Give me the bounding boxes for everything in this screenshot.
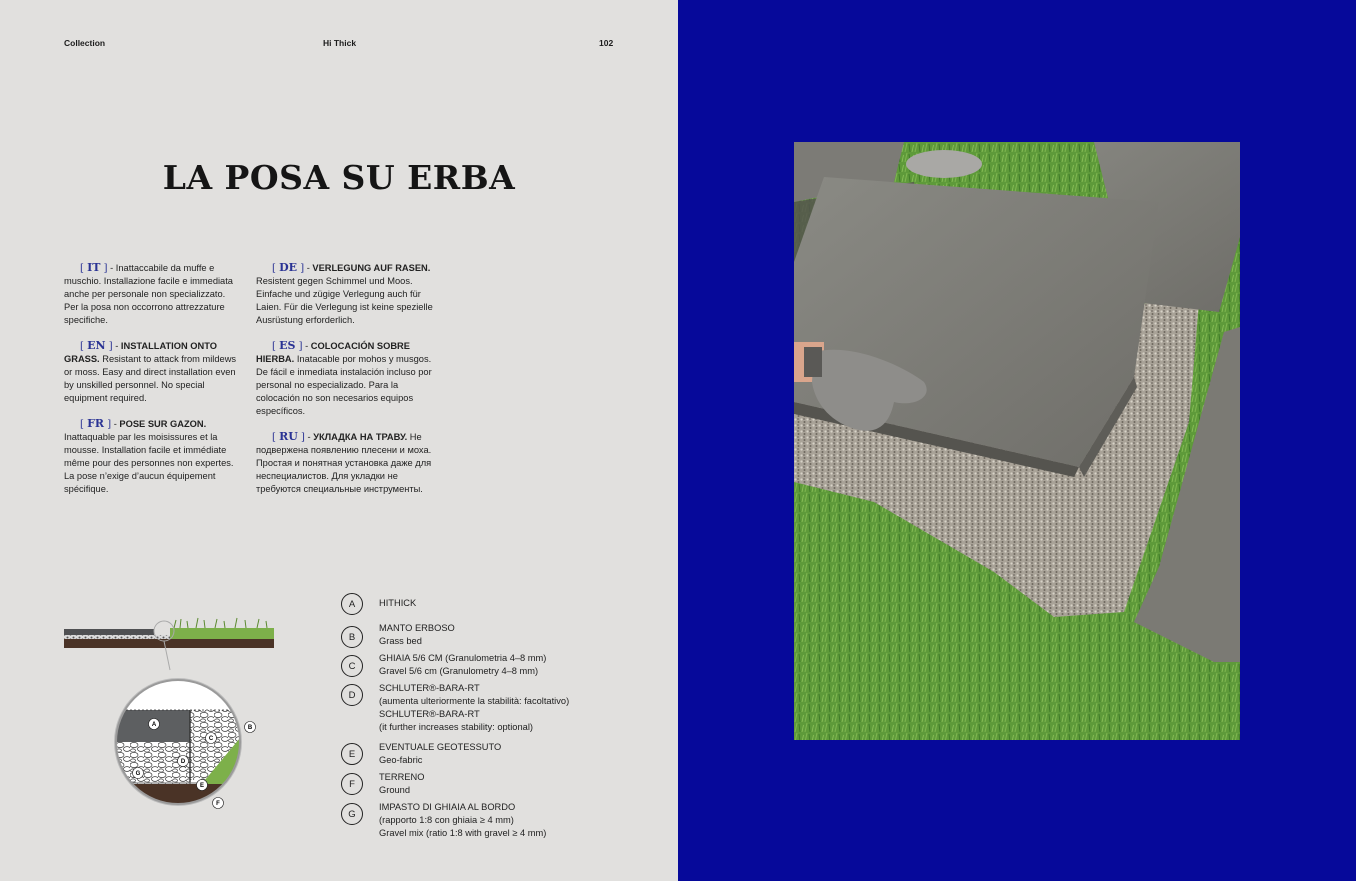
tile-strip [64, 629, 154, 635]
svg-text:G: G [135, 771, 141, 778]
svg-text:B: B [247, 725, 253, 732]
legend-letter: C [341, 655, 363, 677]
legend-item-c: C GHIAIA 5/6 CM (Granulometria 4–8 mm) Gravel 5/6 cm (Granulometry 4–8 mm) [340, 652, 600, 678]
legend-item-b: B MANTO ERBOSO Grass bed [340, 622, 600, 648]
legend-letter: E [341, 743, 363, 765]
language-tag: [ ES ] [272, 339, 303, 352]
description-body: Не подвержена появлению плесени и моха. Простая и понятная установка даже для неспециалистов. Для укладки не требуются специальные инструменты. [256, 432, 432, 494]
description-heading: COLOCACIÓN SOBRE HIERBA. [256, 341, 410, 364]
description-heading: VERLEGUNG AUF RASEN. [312, 263, 431, 273]
description-heading: POSE SUR GAZON. [119, 419, 207, 429]
strip-section [64, 618, 274, 670]
diagram-label-f [213, 798, 224, 809]
diagram-label-a [149, 719, 160, 730]
svg-text:D: D [180, 759, 186, 766]
page-title: LA POSA SU ERBA [162, 158, 516, 197]
svg-text:A: A [151, 722, 157, 729]
description-body: Resistent gegen Schimmel und Moos. Einfache und zügige Verlegung auch für Laien. Für die Verlegung ist keine spezielle Ausrüstung erforderlich. [256, 276, 433, 325]
description-heading: УКЛАДКА НА ТРАВУ. [313, 432, 408, 442]
legend-letter: F [341, 773, 363, 795]
description-de: [ DE ] - VERLEGUNG AUF RASEN. Resistent gegen Schimmel und Moos. Einfache und zügige Verlegung auch für Laien. Für die Verlegung ist keine spezielle Ausrüstung erforderlich. [256, 261, 433, 325]
language-tag: [ EN ] [80, 339, 113, 352]
description-column-2 [256, 261, 434, 508]
svg-text:F: F [216, 801, 220, 808]
diagram-label-g [133, 768, 144, 779]
description-column-1 [64, 261, 242, 508]
diagram-label-e [197, 780, 208, 791]
description-ru: [ RU ] - УКЛАДКА НА ТРАВУ. Не подвержена появлению плесени и моха. Простая и понятная установка даже для неспециалистов. Для укладки не требуются специальные инструменты. [256, 430, 432, 494]
language-tag: [ DE ] [272, 261, 305, 274]
description-en: [ EN ] - INSTALLATION ONTO GRASS. Resistant to attack from mildews or moss. Easy and direct installation even by unskilled personnel. No special equipment required. [64, 339, 237, 403]
diagram-label-c [206, 733, 217, 744]
language-tag: [ IT ] [80, 261, 108, 274]
legend-item-g: G IMPASTO DI GHIAIA AL BORDO (rapporto 1:8 con ghiaia ≥ 4 mm) Gravel mix (ratio 1:8 with gravel ≥ 4 mm) [340, 801, 600, 840]
legend-letter: A [341, 593, 363, 615]
legend-item-f: F TERRENO Ground [340, 771, 600, 797]
description-es: [ ES ] - COLOCACIÓN SOBRE HIERBA. Inatacable por mohos y musgos. De fácil e inmediata instalación incluso por personal no especializado. Para la colocación no son necesarios equipos específicos. [256, 339, 432, 416]
installation-cross-section-diagram [60, 612, 286, 832]
description-heading: INSTALLATION ONTO GRASS. [64, 341, 217, 364]
installation-photo [794, 142, 1240, 740]
legend-letter: G [341, 803, 363, 825]
description-body: Inattaquable par les moisissures et la mousse. Installation facile et immédiate même pour des personnes non expertes. La pose n’exige d’aucun équipement spécifique. [64, 432, 234, 494]
description-body: Inatacable por mohos y musgos. De fácil e inmediata instalación incluso por personal no especializado. Para la colocación no son necesarios equipos específicos. [256, 354, 432, 416]
description-it: [ IT ] - Inattaccabile da muffe e muschio. Installazione facile e immediata anche per personale non specializzato. Per la posa non occorrono attrezzature specifiche. [64, 261, 233, 325]
diagram-label-d [178, 756, 189, 767]
description-body: Resistant to attack from mildews or moss. Easy and direct installation even by unskilled personnel. No special equipment required. [64, 354, 237, 403]
diagram-label-b [245, 722, 256, 733]
header-page-number: 102 [599, 38, 614, 48]
description-body: Inattaccabile da muffe e muschio. Installazione facile e immediata anche per personale non specializzato. Per la posa non occorrono attrezzature specifiche. [64, 263, 233, 325]
legend-letter: D [341, 684, 363, 706]
diagram-legend [340, 593, 600, 840]
magnified-detail [110, 672, 260, 824]
legend-letter: B [341, 626, 363, 648]
svg-text:E: E [199, 783, 205, 790]
header-collection: Collection [64, 38, 106, 48]
legend-item-d: D SCHLUTER®-BARA-RT (aumenta ulteriormente la stabilità: facoltativo) SCHLUTER®-BARA-RT (it further increases stability: optional) [340, 682, 600, 734]
description-fr: [ FR ] - POSE SUR GAZON. Inattaquable par les moisissures et la mousse. Installation facile et immédiate même pour des personnes non expertes. La pose n’exige d’aucun équipement spécifique. [64, 417, 234, 494]
header-series: Hi Thick [323, 38, 357, 48]
soil-strip [64, 639, 274, 648]
language-tag: [ FR ] [80, 417, 112, 430]
svg-text:C: C [208, 736, 214, 743]
grass-strip [170, 628, 274, 639]
legend-item-e: E EVENTUALE GEOTESSUTO Geo-fabric [340, 741, 600, 767]
legend-item-a: A HITHICK [340, 593, 600, 615]
glove-top [906, 150, 982, 178]
language-tag: [ RU ] [272, 430, 305, 443]
